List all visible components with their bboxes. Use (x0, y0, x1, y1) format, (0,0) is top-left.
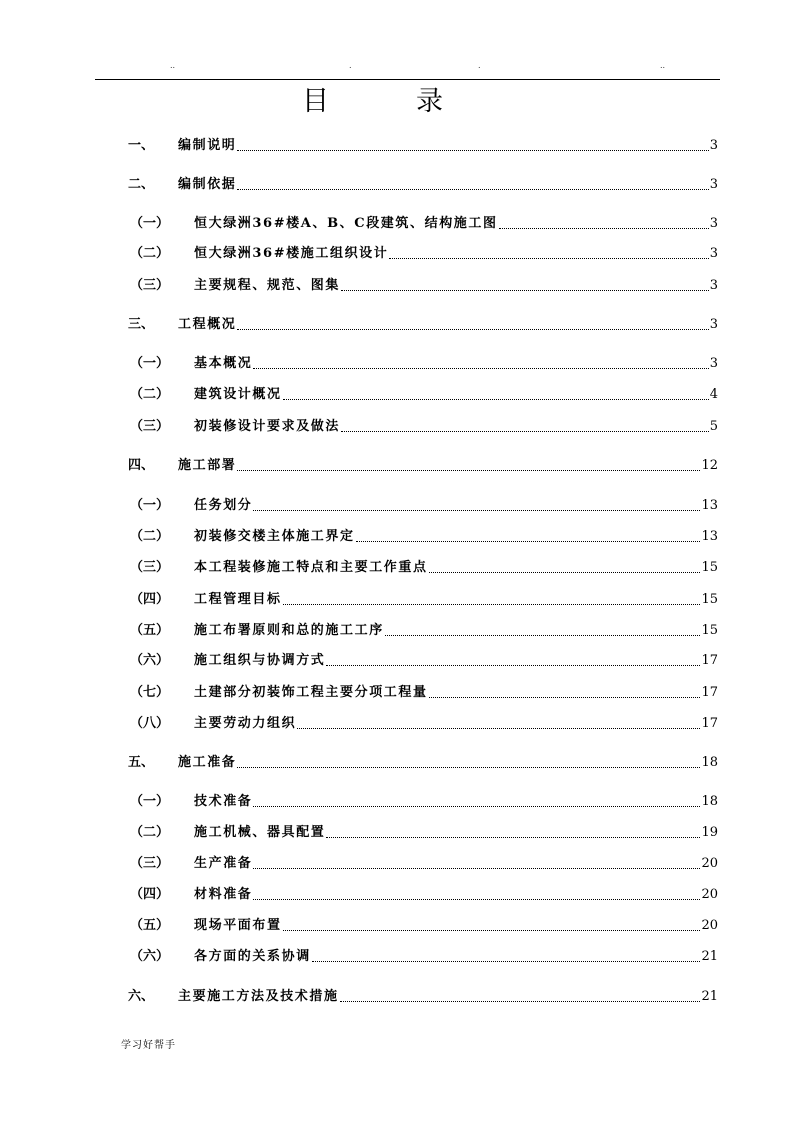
toc-entry[interactable] (130, 215, 718, 233)
toc-entry-page: 3 (709, 356, 718, 371)
toc-entry[interactable] (130, 528, 718, 546)
toc-entry[interactable] (128, 988, 718, 1006)
toc-entry[interactable] (128, 754, 718, 772)
toc-leader-dots (253, 510, 700, 511)
toc-entry[interactable] (130, 684, 718, 702)
toc-entry-title: 工程概况 (178, 317, 237, 332)
toc-leader-dots (237, 150, 708, 151)
toc-entry-page: 19 (701, 825, 718, 840)
toc-entry[interactable] (130, 622, 718, 640)
toc-leader-dots (429, 697, 701, 698)
header-mark: .. (660, 61, 666, 70)
toc-leader-dots (253, 899, 700, 900)
toc-entry-title: 基本概况 (194, 356, 253, 371)
toc-entry-number: （三） (130, 278, 170, 293)
toc-entry[interactable] (128, 176, 718, 194)
toc-entry-title: 施工组织与协调方式 (194, 653, 326, 668)
toc-entry-page: 21 (701, 949, 718, 964)
toc-entry[interactable] (130, 948, 718, 966)
toc-leader-dots (237, 767, 700, 768)
toc-entry-page: 17 (701, 685, 718, 700)
toc-leader-dots (499, 228, 709, 229)
toc-entry-page: 13 (701, 498, 718, 513)
toc-entry-page: 18 (701, 755, 718, 770)
toc-entry-number: （二） (130, 529, 170, 544)
toc-entry-page: 3 (709, 278, 718, 293)
toc-entry-number: （三） (130, 856, 170, 871)
toc-entry-number: （一） (130, 216, 170, 231)
toc-entry[interactable] (130, 824, 718, 842)
toc-leader-dots (253, 368, 708, 369)
toc-entry-number: （八） (130, 716, 170, 731)
toc-entry[interactable] (130, 355, 718, 373)
toc-entry-page: 20 (701, 887, 718, 902)
toc-entry[interactable] (130, 497, 718, 515)
toc-entry-title: 编制说明 (178, 138, 237, 153)
toc-entry-page: 15 (701, 560, 718, 575)
toc-entry-title: 初装修设计要求及做法 (194, 419, 341, 434)
header-mark: .. (170, 61, 176, 70)
toc-entry-number: （一） (130, 794, 170, 809)
toc-entry[interactable] (130, 386, 718, 404)
toc-entry[interactable] (128, 137, 718, 155)
toc-entry-page: 3 (709, 246, 718, 261)
toc-leader-dots (429, 572, 701, 573)
toc-entry-page: 15 (701, 592, 718, 607)
toc-entry-number: （一） (130, 498, 170, 513)
toc-entry-number: （四） (130, 592, 170, 607)
toc-leader-dots (312, 961, 701, 962)
toc-entry[interactable] (130, 559, 718, 577)
header-mark: . (349, 61, 352, 70)
toc-entry[interactable] (130, 652, 718, 670)
toc-entry-page: 17 (701, 716, 718, 731)
toc-entry-number: 二、 (128, 177, 155, 192)
toc-entry-title: 编制依据 (178, 177, 237, 192)
toc-entry-title: 施工部署 (178, 458, 237, 473)
toc-entry-number: （五） (130, 623, 170, 638)
toc-entry-title: 建筑设计概况 (194, 387, 282, 402)
toc-leader-dots (326, 665, 700, 666)
toc-entry-number: （四） (130, 887, 170, 902)
toc-entry-number: 四、 (128, 458, 155, 473)
toc-entry-number: 一、 (128, 138, 155, 153)
toc-entry-number: （一） (130, 356, 170, 371)
toc-entry[interactable] (130, 591, 718, 609)
toc-entry-number: （七） (130, 685, 170, 700)
toc-leader-dots (253, 868, 700, 869)
toc-entry[interactable] (130, 715, 718, 733)
toc-leader-dots (341, 290, 709, 291)
toc-entry[interactable] (130, 886, 718, 904)
toc-leader-dots (326, 837, 700, 838)
toc-entry-number: 六、 (128, 989, 155, 1004)
footer-text: 学习好帮手 (121, 1040, 176, 1051)
toc-entry-title: 工程管理目标 (194, 592, 282, 607)
toc-entry-title: 技术准备 (194, 794, 253, 809)
toc-entry-page: 17 (701, 653, 718, 668)
toc-leader-dots (283, 930, 701, 931)
title-char-left: 目 (302, 86, 329, 117)
toc-entry-page: 18 (701, 794, 718, 809)
toc-leader-dots (340, 1001, 701, 1002)
toc-entry-page: 5 (709, 419, 718, 434)
toc-entry-number: 五、 (128, 755, 155, 770)
toc-leader-dots (237, 470, 700, 471)
toc-entry-page: 3 (709, 138, 718, 153)
toc-entry-title: 施工准备 (178, 755, 237, 770)
toc-entry-title: 初装修交楼主体施工界定 (194, 529, 355, 544)
toc-entry[interactable] (130, 245, 718, 263)
toc-entry-number: （三） (130, 560, 170, 575)
toc-entry-title: 恒大绿洲36#楼施工组织设计 (194, 246, 389, 261)
toc-entry-page: 3 (709, 317, 718, 332)
toc-entry-title: 任务划分 (194, 498, 253, 513)
toc-leader-dots (237, 189, 708, 190)
toc-leader-dots (341, 431, 709, 432)
toc-entry-title: 本工程装修施工特点和主要工作重点 (194, 560, 428, 575)
title-char-right: 录 (416, 86, 443, 117)
toc-entry-title: 主要劳动力组织 (194, 716, 297, 731)
header-marks (0, 62, 794, 72)
toc-entry-title: 现场平面布置 (194, 918, 282, 933)
toc-entry-page: 15 (701, 623, 718, 638)
toc-entry[interactable] (130, 793, 718, 811)
toc-entry-number: （六） (130, 949, 170, 964)
toc-entry[interactable] (130, 277, 718, 295)
toc-entry-number: （二） (130, 246, 170, 261)
toc-entry-page: 3 (709, 177, 718, 192)
header-rule (95, 79, 720, 80)
toc-entry-page: 20 (701, 856, 718, 871)
toc-entry-page: 12 (701, 458, 718, 473)
toc-entry-title: 施工机械、器具配置 (194, 825, 326, 840)
toc-leader-dots (385, 635, 701, 636)
toc-leader-dots (356, 541, 701, 542)
toc-entry[interactable] (128, 457, 718, 475)
toc-entry-title: 主要规程、规范、图集 (194, 278, 341, 293)
toc-leader-dots (237, 329, 708, 330)
header-mark: . (478, 61, 481, 70)
toc-entry[interactable] (130, 917, 718, 935)
toc-entry-title: 生产准备 (194, 856, 253, 871)
toc-entry-number: 三、 (128, 317, 155, 332)
toc-entry-number: （二） (130, 387, 170, 402)
toc-entry-title: 各方面的关系协调 (194, 949, 311, 964)
toc-entry-page: 21 (701, 989, 718, 1004)
toc-entry-page: 4 (709, 387, 718, 402)
toc-entry-number: （六） (130, 653, 170, 668)
toc-entry-title: 土建部分初装饰工程主要分项工程量 (194, 685, 428, 700)
toc-entry-number: （三） (130, 419, 170, 434)
toc-leader-dots (389, 258, 708, 259)
toc-entry-number: （五） (130, 918, 170, 933)
toc-entry-title: 恒大绿洲36#楼A、B、C段建筑、结构施工图 (194, 216, 498, 231)
toc-leader-dots (253, 806, 700, 807)
toc-leader-dots (297, 728, 700, 729)
toc-entry[interactable] (128, 316, 718, 334)
toc-entry-page: 3 (709, 216, 718, 231)
toc-entry-title: 材料准备 (194, 887, 253, 902)
toc-entry-page: 13 (701, 529, 718, 544)
page-title (0, 82, 794, 122)
toc-entry-number: （二） (130, 825, 170, 840)
toc-leader-dots (283, 399, 709, 400)
toc-leader-dots (283, 604, 701, 605)
toc-entry-page: 20 (701, 918, 718, 933)
toc-entry[interactable] (130, 855, 718, 873)
toc-entry-title: 施工布署原则和总的施工工序 (194, 623, 384, 638)
toc-entry-title: 主要施工方法及技术措施 (178, 989, 339, 1004)
toc-entry[interactable] (130, 418, 718, 436)
